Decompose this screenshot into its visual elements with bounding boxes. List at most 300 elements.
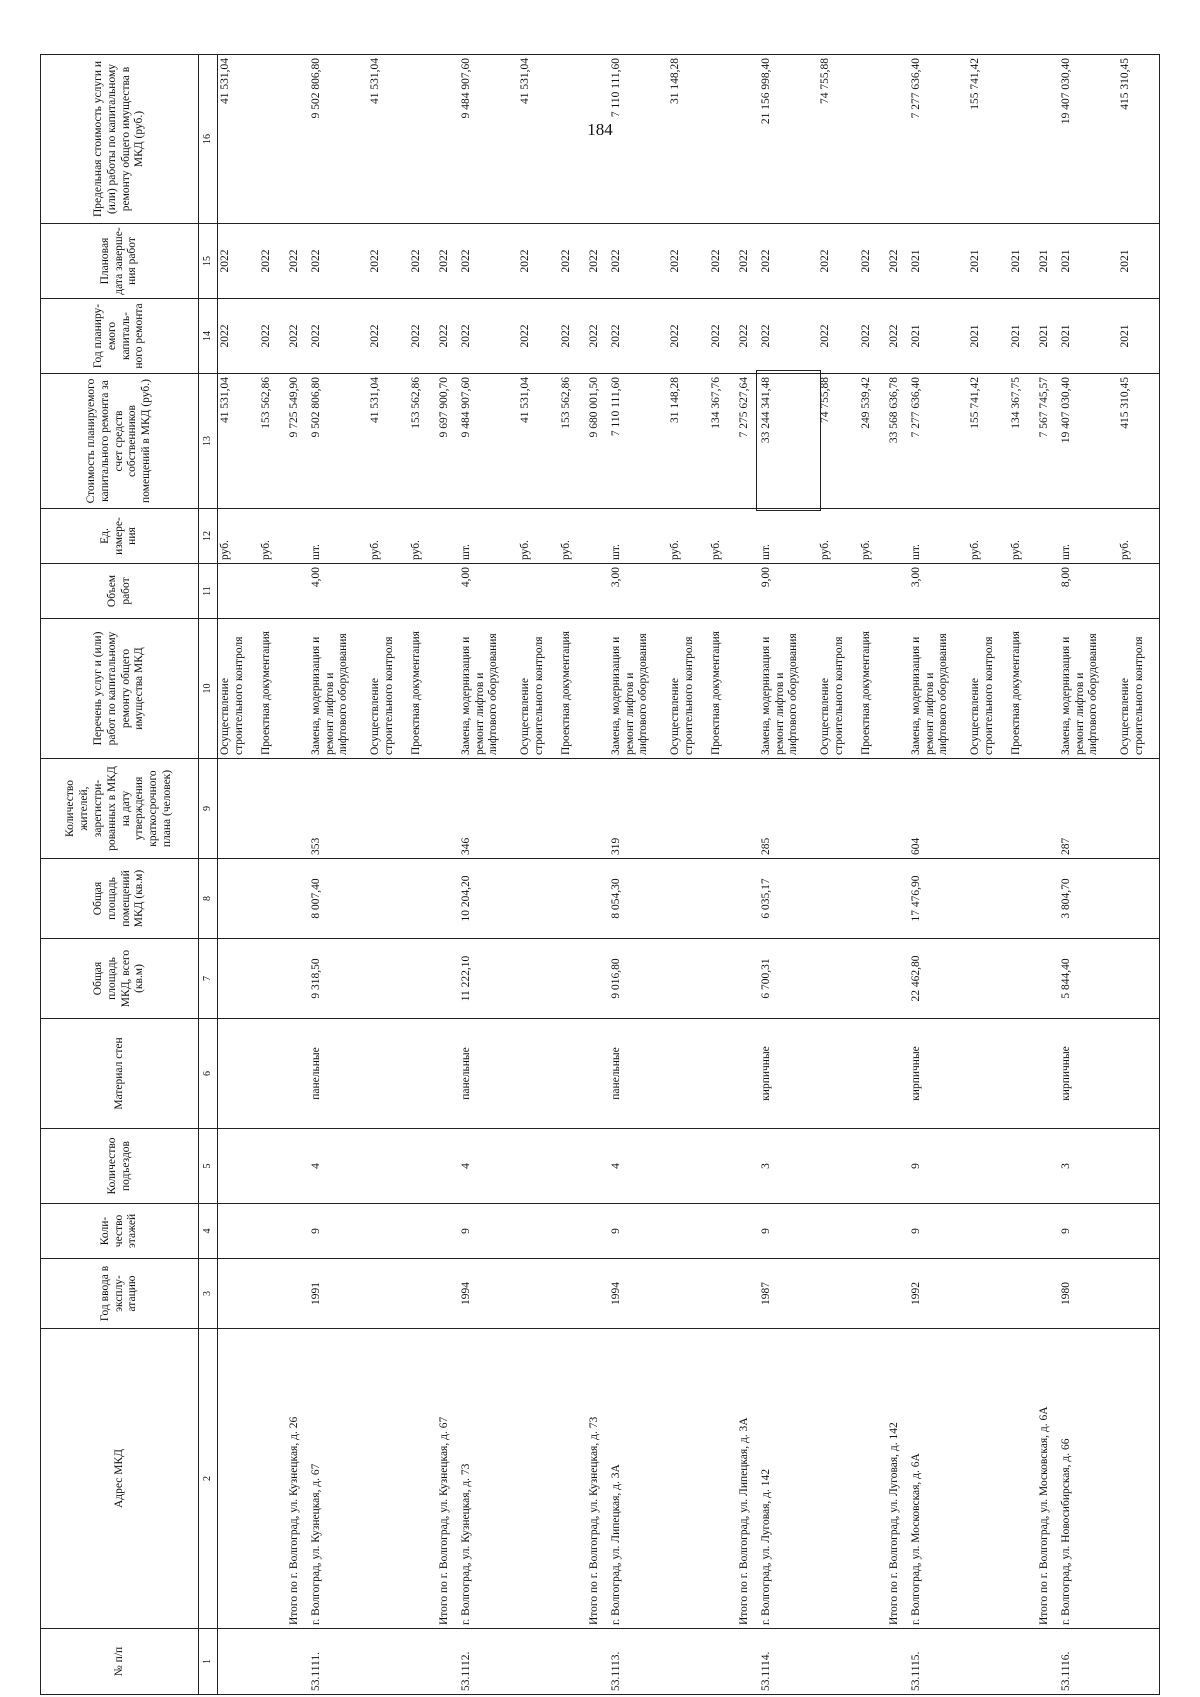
empty-cell	[859, 1129, 881, 1204]
empty-cell	[1009, 55, 1031, 224]
empty-cell	[709, 564, 731, 619]
year-cell: 2022	[668, 299, 708, 374]
entrances-count: 4	[609, 1129, 668, 1204]
empty-cell	[818, 564, 858, 619]
header-cell: Стоимость планируемого капитального ремонта за счет средств собственников помещений в МКД (руб.)	[41, 374, 199, 509]
total-year: 2022	[730, 299, 759, 374]
work-type: Замена, модернизация и ремонт лифтов и лифтового оборудования	[459, 619, 518, 759]
work-type: Осуществление строительного контроля	[1118, 619, 1159, 759]
wall-material: кирпичные	[909, 1019, 968, 1129]
empty-cell	[409, 759, 431, 859]
entrances-count: 4	[309, 1129, 368, 1204]
work-volume: 4,00	[459, 564, 518, 619]
empty-cell	[430, 859, 459, 939]
total-area: 9 016,80	[609, 939, 668, 1019]
limit-cell	[259, 55, 281, 224]
residents-count: 604	[909, 759, 968, 859]
table-row	[709, 55, 731, 1695]
year-cell: 2022	[518, 299, 558, 374]
empty-cell	[709, 1259, 731, 1329]
column-number: 2	[199, 1329, 218, 1629]
empty-cell	[859, 939, 881, 1019]
empty-cell	[709, 1204, 731, 1259]
empty-cell	[518, 1259, 558, 1329]
work-type: Проектная документация	[409, 619, 431, 759]
empty-cell	[880, 859, 909, 939]
entrances-count: 3	[759, 1129, 818, 1204]
empty-cell	[280, 509, 309, 564]
empty-cell	[880, 564, 909, 619]
column-number: 13	[199, 374, 218, 509]
empty-cell	[1030, 1629, 1059, 1695]
total-year: 2021	[1030, 299, 1059, 374]
lift-cost: 7 277 636,40	[909, 374, 968, 509]
address-cell: г. Волгоград, ул. Кузнецкая, д. 67	[309, 1329, 368, 1629]
empty-cell	[409, 1019, 431, 1129]
cost-cell: 155 741,42	[968, 374, 1008, 509]
empty-cell	[730, 619, 759, 759]
total-date: 2021	[1030, 224, 1059, 299]
empty-cell	[1030, 1019, 1059, 1129]
date-cell: 2021	[1118, 224, 1159, 299]
empty-cell	[709, 1329, 731, 1629]
empty-cell	[859, 1019, 881, 1129]
empty-cell	[1118, 1019, 1159, 1129]
empty-cell	[518, 1204, 558, 1259]
empty-cell	[368, 1629, 408, 1695]
empty-cell	[368, 859, 408, 939]
header-row	[41, 55, 199, 1695]
work-volume: 8,00	[1059, 564, 1118, 619]
table-row	[218, 55, 259, 1695]
empty-cell	[580, 859, 609, 939]
rooms-area: 8 054,30	[609, 859, 668, 939]
date-cell: 2021	[1059, 224, 1118, 299]
empty-cell	[559, 759, 581, 859]
year-cell: 2022	[859, 299, 881, 374]
total-date: 2022	[280, 224, 309, 299]
year-cell: 2021	[1009, 299, 1031, 374]
table-row	[1059, 55, 1118, 1695]
empty-cell	[580, 1629, 609, 1695]
empty-cell	[968, 1129, 1008, 1204]
unit-cell: руб.	[818, 509, 858, 564]
empty-cell	[1009, 1204, 1031, 1259]
address-cell: г. Волгоград, ул. Новосибирская, д. 66	[1059, 1329, 1118, 1629]
empty-cell	[730, 939, 759, 1019]
work-type: Осуществление строительного контроля	[518, 619, 558, 759]
empty-cell	[880, 1629, 909, 1695]
work-type: Проектная документация	[259, 619, 281, 759]
empty-cell	[430, 55, 459, 224]
empty-cell	[880, 759, 909, 859]
year-built: 1994	[459, 1259, 518, 1329]
empty-cell	[730, 55, 759, 224]
rooms-area: 10 204,20	[459, 859, 518, 939]
total-cost: 7 275 627,64	[730, 374, 759, 509]
empty-cell	[409, 1629, 431, 1695]
empty-cell	[818, 1019, 858, 1129]
date-cell: 2022	[409, 224, 431, 299]
empty-cell	[1118, 939, 1159, 1019]
unit-cell: шт.	[609, 509, 668, 564]
empty-cell	[430, 1019, 459, 1129]
unit-cell: шт.	[1059, 509, 1118, 564]
total-cost: 33 568 636,78	[880, 374, 909, 509]
table-row	[759, 55, 818, 1695]
column-number: 9	[199, 759, 218, 859]
column-number-row	[199, 55, 218, 1695]
work-type: Осуществление строительного контроля	[368, 619, 408, 759]
year-built: 1992	[909, 1259, 968, 1329]
total-area: 6 700,31	[759, 939, 818, 1019]
table-row	[609, 55, 668, 1695]
entrances-count: 3	[1059, 1129, 1118, 1204]
floors-count: 9	[909, 1204, 968, 1259]
empty-cell	[1009, 759, 1031, 859]
empty-cell	[368, 1129, 408, 1204]
empty-cell	[859, 55, 881, 224]
year-cell: 2022	[368, 299, 408, 374]
header-cell: Год ввода в эксплу-атацию	[41, 1259, 199, 1329]
total-cost: 7 567 745,57	[1030, 374, 1059, 509]
unit-cell: шт.	[909, 509, 968, 564]
column-number: 7	[199, 939, 218, 1019]
empty-cell	[580, 1019, 609, 1129]
cost-cell: 74 755,88	[818, 374, 858, 509]
year-built: 1987	[759, 1259, 818, 1329]
empty-cell	[580, 509, 609, 564]
rooms-area: 8 007,40	[309, 859, 368, 939]
empty-cell	[518, 859, 558, 939]
wall-material: кирпичные	[759, 1019, 818, 1129]
empty-cell	[580, 1204, 609, 1259]
total-year: 2022	[280, 299, 309, 374]
cost-cell: 415 310,45	[1118, 374, 1159, 509]
empty-cell	[409, 1329, 431, 1629]
empty-cell	[709, 1129, 731, 1204]
lift-cost: 9 484 907,60	[459, 374, 518, 509]
header-cell: Количество жителей, зарегистри-рованных в МКД на дату утверждения краткосрочного плана (человек)	[41, 759, 199, 859]
empty-cell	[280, 939, 309, 1019]
total-label: Итого по г. Волгоград, ул. Липецкая, д. 3А	[730, 1329, 759, 1629]
empty-cell	[559, 564, 581, 619]
empty-cell	[880, 619, 909, 759]
rooms-area: 17 476,90	[909, 859, 968, 939]
residents-count: 319	[609, 759, 668, 859]
unit-cell: руб.	[709, 509, 731, 564]
empty-cell	[559, 1329, 581, 1629]
column-number: 8	[199, 859, 218, 939]
table-row	[880, 55, 909, 1695]
empty-cell	[818, 1329, 858, 1629]
date-cell: 2022	[859, 224, 881, 299]
floors-count: 9	[1059, 1204, 1118, 1259]
capital-repair-table	[40, 54, 1160, 1695]
empty-cell	[880, 509, 909, 564]
date-cell: 2022	[609, 224, 668, 299]
empty-cell	[430, 1259, 459, 1329]
empty-cell	[818, 1129, 858, 1204]
empty-cell	[730, 1629, 759, 1695]
empty-cell	[409, 564, 431, 619]
date-cell: 2021	[968, 224, 1008, 299]
empty-cell	[709, 859, 731, 939]
year-built: 1980	[1059, 1259, 1118, 1329]
empty-cell	[968, 1204, 1008, 1259]
empty-cell	[818, 939, 858, 1019]
year-built: 1994	[609, 1259, 668, 1329]
residents-count: 346	[459, 759, 518, 859]
empty-cell	[880, 939, 909, 1019]
empty-cell	[368, 1204, 408, 1259]
empty-cell	[559, 1019, 581, 1129]
cost-cell: 153 562,86	[409, 374, 431, 509]
empty-cell	[559, 1629, 581, 1695]
total-date: 2022	[730, 224, 759, 299]
limit-cell: 7 277 636,40	[909, 55, 968, 224]
empty-cell	[968, 859, 1008, 939]
empty-cell	[880, 1129, 909, 1204]
empty-cell	[668, 1629, 708, 1695]
year-cell: 2022	[609, 299, 668, 374]
limit-cell: 415 310,45	[1118, 55, 1159, 224]
lift-cost: 33 244 341,48	[759, 374, 818, 509]
date-cell: 2022	[309, 224, 368, 299]
unit-cell: руб.	[1118, 509, 1159, 564]
empty-cell	[968, 939, 1008, 1019]
empty-cell	[1118, 1629, 1159, 1695]
empty-cell	[668, 564, 708, 619]
cost-cell: 41 531,04	[218, 374, 259, 509]
empty-cell	[368, 564, 408, 619]
work-type: Замена, модернизация и ремонт лифтов и лифтового оборудования	[309, 619, 368, 759]
floors-count: 9	[309, 1204, 368, 1259]
empty-cell	[668, 1204, 708, 1259]
table-row	[280, 55, 309, 1695]
unit-cell: руб.	[259, 509, 281, 564]
empty-cell	[430, 509, 459, 564]
header-cell: Плановая дата заверше-ния работ	[41, 224, 199, 299]
empty-cell	[1009, 939, 1031, 1019]
address-cell: г. Волгоград, ул. Кузнецкая, д. 73	[459, 1329, 518, 1629]
work-type: Замена, модернизация и ремонт лифтов и лифтового оборудования	[759, 619, 818, 759]
empty-cell	[709, 1629, 731, 1695]
date-cell: 2022	[459, 224, 518, 299]
row-number: 53.1113.	[609, 1629, 668, 1695]
empty-cell	[559, 859, 581, 939]
empty-cell	[409, 55, 431, 224]
empty-cell	[280, 1019, 309, 1129]
work-volume: 3,00	[909, 564, 968, 619]
empty-cell	[409, 939, 431, 1019]
work-type: Проектная документация	[1009, 619, 1031, 759]
total-label: Итого по г. Волгоград, ул. Кузнецкая, д. 73	[580, 1329, 609, 1629]
work-type: Проектная документация	[859, 619, 881, 759]
total-area: 9 318,50	[309, 939, 368, 1019]
total-label: Итого по г. Волгоград, ул. Кузнецкая, д. 26	[280, 1329, 309, 1629]
empty-cell	[818, 859, 858, 939]
empty-cell	[580, 619, 609, 759]
residents-count: 353	[309, 759, 368, 859]
work-type: Замена, модернизация и ремонт лифтов и лифтового оборудования	[609, 619, 668, 759]
empty-cell	[280, 55, 309, 224]
year-cell: 2022	[709, 299, 731, 374]
empty-cell	[668, 1259, 708, 1329]
empty-cell	[730, 509, 759, 564]
cost-cell: 153 562,86	[259, 374, 281, 509]
unit-cell: руб.	[559, 509, 581, 564]
cost-cell: 41 531,04	[368, 374, 408, 509]
table-row	[1030, 55, 1059, 1695]
header-cell: Предельная стоимость услуги и (или) работы по капитальному ремонту общего имущества в МКД (руб.)	[41, 55, 199, 224]
limit-cell: 155 741,42	[968, 55, 1008, 224]
empty-cell	[1118, 1204, 1159, 1259]
unit-cell: шт.	[459, 509, 518, 564]
empty-cell	[1118, 564, 1159, 619]
empty-cell	[559, 939, 581, 1019]
empty-cell	[730, 759, 759, 859]
work-type: Осуществление строительного контроля	[968, 619, 1008, 759]
column-number: 16	[199, 55, 218, 224]
table-row	[430, 55, 459, 1695]
header-cell: Адрес МКД	[41, 1329, 199, 1629]
empty-cell	[368, 1329, 408, 1629]
empty-cell	[518, 1129, 558, 1204]
work-type: Замена, модернизация и ремонт лифтов и лифтового оборудования	[1059, 619, 1118, 759]
residents-count: 285	[759, 759, 818, 859]
empty-cell	[668, 1129, 708, 1204]
empty-cell	[580, 1259, 609, 1329]
unit-cell: руб.	[409, 509, 431, 564]
date-cell: 2022	[668, 224, 708, 299]
total-cost: 9 725 549,90	[280, 374, 309, 509]
header-cell: Год планиру-емого капиталь-ного ремонта	[41, 299, 199, 374]
empty-cell	[1009, 564, 1031, 619]
header-cell: Материал стен	[41, 1019, 199, 1129]
unit-cell: руб.	[1009, 509, 1031, 564]
empty-cell	[880, 1259, 909, 1329]
address-cell: г. Волгоград, ул. Луговая, д. 142	[759, 1329, 818, 1629]
wall-material: панельные	[459, 1019, 518, 1129]
column-number: 1	[199, 1629, 218, 1695]
empty-cell	[280, 619, 309, 759]
empty-cell	[668, 1019, 708, 1129]
empty-cell	[580, 939, 609, 1019]
header-cell: № п/п	[41, 1629, 199, 1695]
table-row	[259, 55, 281, 1695]
row-number: 53.1114.	[759, 1629, 818, 1695]
empty-cell	[430, 1629, 459, 1695]
unit-cell: шт.	[759, 509, 818, 564]
limit-cell: 41 531,04	[518, 55, 558, 224]
empty-cell	[859, 1629, 881, 1695]
empty-cell	[1118, 759, 1159, 859]
empty-cell	[559, 1259, 581, 1329]
empty-cell	[280, 564, 309, 619]
column-number: 10	[199, 619, 218, 759]
unit-cell: руб.	[668, 509, 708, 564]
table-row	[580, 55, 609, 1695]
date-cell: 2022	[259, 224, 281, 299]
header-cell: Количество подъездов	[41, 1129, 199, 1204]
date-cell: 2021	[1009, 224, 1031, 299]
empty-cell	[668, 939, 708, 1019]
empty-cell	[518, 564, 558, 619]
unit-cell: руб.	[218, 509, 259, 564]
limit-cell: 9 484 907,60	[459, 55, 518, 224]
floors-count: 9	[459, 1204, 518, 1259]
empty-cell	[1030, 759, 1059, 859]
empty-cell	[280, 759, 309, 859]
empty-cell	[409, 859, 431, 939]
empty-cell	[709, 1019, 731, 1129]
year-cell: 2022	[409, 299, 431, 374]
limit-cell: 41 531,04	[218, 55, 259, 224]
address-cell: г. Волгоград, ул. Липецкая, д. 3А	[609, 1329, 668, 1629]
page-number: 184	[587, 120, 613, 139]
work-type: Проектная документация	[559, 619, 581, 759]
residents-count: 287	[1059, 759, 1118, 859]
total-label: Итого по г. Волгоград, ул. Кузнецкая, д. 67	[430, 1329, 459, 1629]
total-year: 2022	[880, 299, 909, 374]
empty-cell	[580, 1129, 609, 1204]
cost-cell: 249 539,42	[859, 374, 881, 509]
year-built: 1991	[309, 1259, 368, 1329]
empty-cell	[1009, 1329, 1031, 1629]
empty-cell	[580, 759, 609, 859]
table-row	[1118, 55, 1159, 1695]
empty-cell	[518, 1329, 558, 1629]
table-row	[968, 55, 1008, 1695]
empty-cell	[559, 1129, 581, 1204]
empty-cell	[580, 55, 609, 224]
column-number: 15	[199, 224, 218, 299]
header-cell: Перечень услуг и (или) работ по капитальному ремонту общего имущества МКД	[41, 619, 199, 759]
total-cost: 9 697 900,70	[430, 374, 459, 509]
empty-cell	[430, 619, 459, 759]
header-cell: Общая площадь МКД, всего (кв.м)	[41, 939, 199, 1019]
empty-cell	[968, 759, 1008, 859]
total-cost: 9 680 001,50	[580, 374, 609, 509]
year-cell: 2022	[459, 299, 518, 374]
empty-cell	[559, 55, 581, 224]
empty-cell	[518, 759, 558, 859]
total-area: 22 462,80	[909, 939, 968, 1019]
limit-cell: 9 502 806,80	[309, 55, 368, 224]
table-row	[459, 55, 518, 1695]
header-cell: Объем работ	[41, 564, 199, 619]
year-cell: 2021	[968, 299, 1008, 374]
limit-cell: 7 110 111,60	[609, 55, 668, 224]
empty-cell	[1118, 1129, 1159, 1204]
empty-cell	[430, 759, 459, 859]
year-cell: 2021	[1118, 299, 1159, 374]
table-row	[409, 55, 431, 1695]
unit-cell: руб.	[859, 509, 881, 564]
empty-cell	[280, 1629, 309, 1695]
empty-cell	[368, 1019, 408, 1129]
empty-cell	[859, 1259, 881, 1329]
empty-cell	[668, 759, 708, 859]
lift-cost: 19 407 030,40	[1059, 374, 1118, 509]
limit-cell: 21 156 998,40	[759, 55, 818, 224]
limit-cell: 19 407 030,40	[1059, 55, 1118, 224]
empty-cell	[818, 759, 858, 859]
table-row	[730, 55, 759, 1695]
column-number: 4	[199, 1204, 218, 1259]
row-number: 53.1115.	[909, 1629, 968, 1695]
